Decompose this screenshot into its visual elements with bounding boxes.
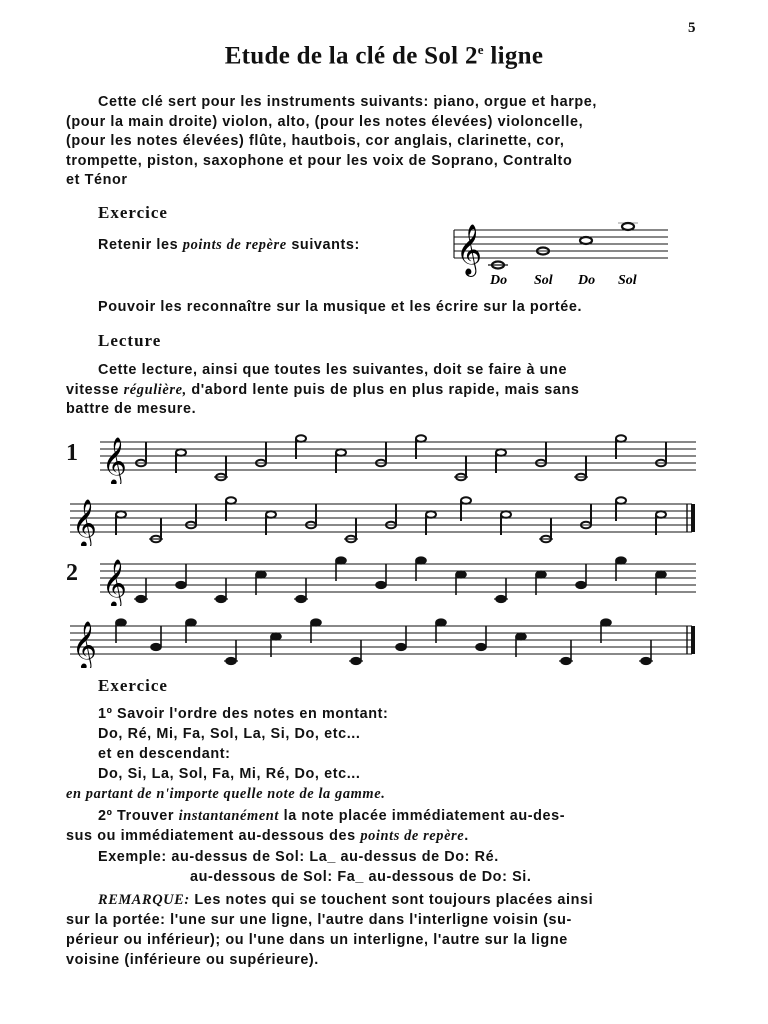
lecture-line: Cette lecture, ainsi que toutes les suivantes, doit se faire à une [98,362,568,378]
exercice-heading-2: Exercice [98,676,168,695]
intro-line: trompette, piston, saxophone et pour les voix de Soprano, Contralto [66,152,573,169]
reference-points-text [98,236,360,256]
exercice-heading-1: Exercice [98,203,168,222]
recognize-text: Pouvoir les reconnaître sur la musique et les écrire sur la portée. [98,299,583,315]
note-sol-high [622,223,634,230]
intro-line: (pour la main droite) violon, alto, (pour les notes élevées) violoncelle, [66,113,584,130]
intro-paragraph [66,93,597,191]
treble-clef-icon: 𝄞 [72,620,97,668]
treble-clef-icon: 𝄞 [72,498,97,546]
intro-line: (pour les notes élevées) flûte, hautbois, cor anglais, clarinette, cor, [66,133,565,149]
treble-clef-icon: 𝄞 [456,224,483,275]
reference-points-staff [450,218,672,290]
ex-line: Do, Si, La, Sol, Fa, Mi, Ré, Do, etc... [98,766,361,782]
lecture-line: battre de mesure. [66,401,197,417]
intro-line: et Ténor [66,172,128,188]
page-number: 5 [688,20,696,36]
lecture-paragraph [66,361,579,420]
ref-lead: Retenir les [98,237,183,253]
title-main: Etude de la clé de Sol 2 [224,42,478,70]
note-label: Sol [618,273,637,288]
remark-line: sur la portée: l'une sur une ligne, l'autre dans l'interligne voisin (su- [66,912,572,928]
ex-line: Do, Ré, Mi, Fa, Sol, La, Si, Do, etc... [98,726,361,742]
music-staff-2b [66,612,700,668]
page-title [0,42,768,70]
lecture-line: vitesse régulière, d'abord lente puis de plus en plus rapide, mais sans [66,381,580,398]
lecture-heading: Lecture [98,331,162,350]
system-number: 1 [66,440,78,466]
music-staff-1b [66,490,700,546]
title-tail: ligne [483,42,544,70]
example-line: Exemple: au-dessus de Sol: La_ au-dessus de Do: Ré. [98,849,499,865]
treble-clef-icon: 𝄞 [102,436,127,484]
music-staff-1 [96,428,700,484]
ex-line: 2º Trouver instantanément la note placée immédiatement au-des- [98,808,566,824]
ex-line: en partant de n'importe quelle note de la gamme. [66,786,386,802]
ref-lead-tail: suivants: [286,237,360,253]
ex-line: sus ou immédiatement au-dessous des points de repère. [66,828,469,844]
note-label: Do [490,273,508,288]
remark-line: REMARQUE: Les notes qui se touchent sont toujours placées ainsi [98,892,594,908]
title-sup: e [477,42,484,57]
note-label: Do [578,273,596,288]
ex-line: 1º Savoir l'ordre des notes en montant: [98,706,389,722]
intro-line: Cette clé sert pour les instruments suivants: piano, orgue et harpe, [98,94,598,110]
note-do [580,237,592,244]
ex-line: et en descendant: [98,746,231,762]
remark-line: voisine (inférieure ou supérieure). [66,952,319,968]
system-number: 2 [66,560,78,586]
example-line: au-dessous de Sol: Fa_ au-dessous de Do: Si. [190,869,532,885]
ref-lead-em: points de repère [182,237,287,253]
treble-clef-icon: 𝄞 [102,558,127,606]
remark-line: périeur ou inférieur); ou l'une dans un interligne, l'autre sur la ligne [66,932,568,948]
note-label: Sol [534,273,553,288]
music-staff-2 [96,550,700,606]
remark-label: REMARQUE: [98,892,190,908]
